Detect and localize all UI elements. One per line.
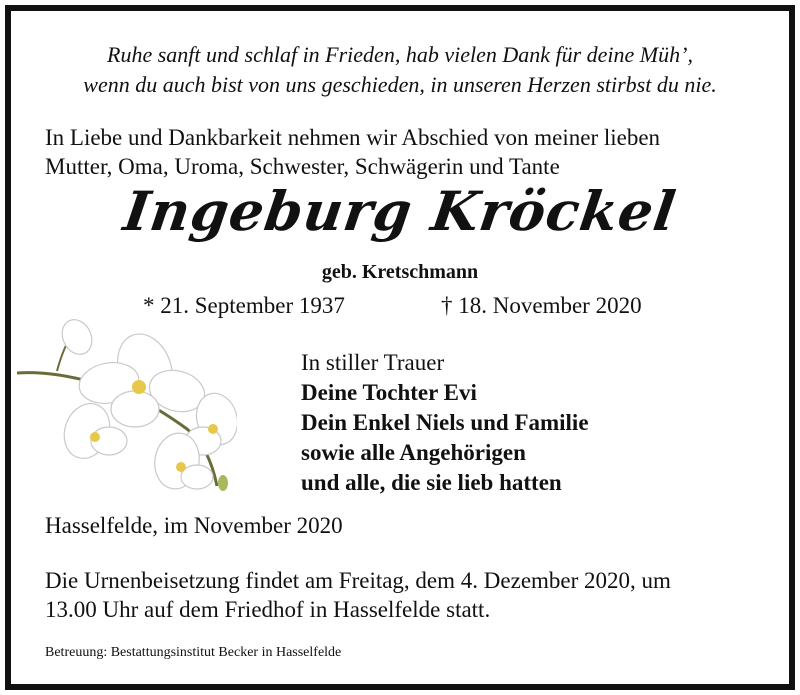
mourner-line: und alle, die sie lieb hatten: [301, 470, 562, 495]
deceased-name: Ingeburg Kröckel: [119, 179, 681, 243]
mourner-line: Dein Enkel Niels und Familie: [301, 410, 589, 435]
funeral-home-credit: Betreuung: Bestattungsinstitut Becker in Hasselfelde: [45, 645, 342, 660]
funeral-line-1: Die Urnenbeisetzung findet am Freitag, dem 4. Dezember 2020, um: [45, 568, 671, 593]
mourner-line: sowie alle Angehörigen: [301, 440, 526, 465]
orchid-icon: [17, 311, 237, 511]
poem-line-2: wenn du auch bist von uns geschieden, in unseren Herzen stirbst du nie.: [83, 72, 717, 97]
mourner-line: Deine Tochter Evi: [301, 380, 477, 405]
maiden-name: geb. Kretschmann: [321, 261, 479, 283]
funeral-notice: [45, 566, 775, 624]
birth-date: * 21. September 1937: [143, 293, 345, 318]
funeral-line-2: 13.00 Uhr auf dem Friedhof in Hasselfelde statt.: [45, 597, 491, 622]
mourners-heading: In stiller Trauer: [301, 350, 445, 375]
intro-line-1: In Liebe und Dankbarkeit nehmen wir Abschied von meiner lieben: [45, 125, 661, 150]
obituary-frame: [5, 5, 795, 690]
poem-line-1: Ruhe sanft und schlaf in Frieden, hab vielen Dank für deine Müh’,: [107, 42, 693, 67]
death-date: † 18. November 2020: [441, 293, 642, 318]
place-date: Hasselfelde, im November 2020: [45, 513, 343, 538]
intro-line-2: Mutter, Oma, Uroma, Schwester, Schwägerin und Tante: [45, 154, 560, 179]
